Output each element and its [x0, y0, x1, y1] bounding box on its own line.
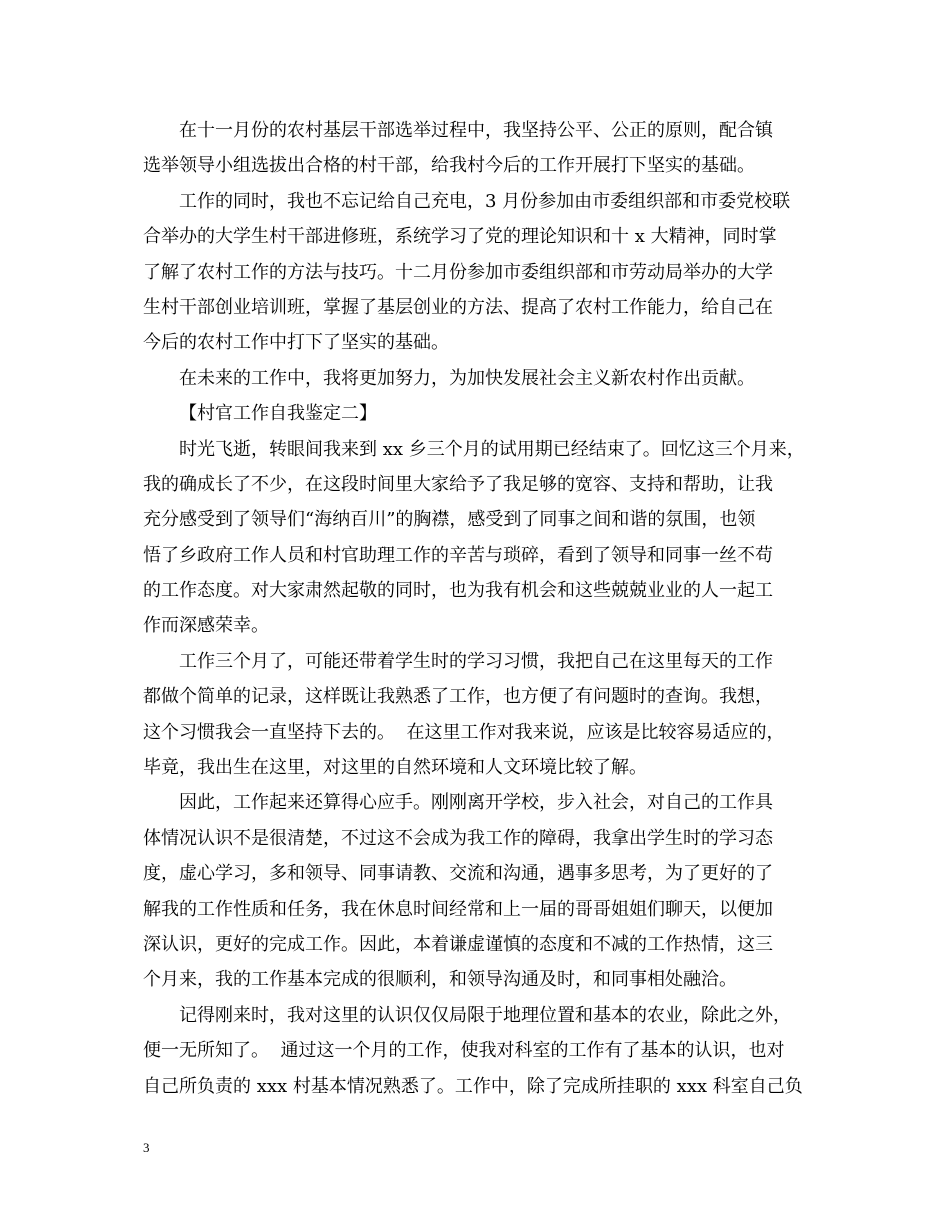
text-line: 体情况认识不是很清楚，不过这不会成为我工作的障碍，我拿出学生时的学习态: [143, 827, 773, 849]
text-line: 都做个简单的记录，这样既让我熟悉了工作，也方便了有问题时的查询。我想，: [143, 686, 773, 708]
text-line: 因此，工作起来还算得心应手。刚刚离开学校，步入社会，对自己的工作具: [179, 792, 773, 814]
text-line: 解我的工作性质和任务，我在休息时间经常和上一届的哥哥姐姐们聊天，以便加: [143, 898, 773, 920]
text-line: 这个习惯我会一直坚持下去的。 在这里工作对我来说，应该是比较容易适应的，: [143, 721, 785, 743]
text-line: 选举领导小组选拔出合格的村干部，给我村今后的工作开展打下坚实的基础。: [143, 155, 755, 177]
text-line: 【村官工作自我鉴定二】: [179, 403, 377, 425]
text-line: 悟了乡政府工作人员和村官助理工作的辛苦与琐碎，看到了领导和同事一丝不苟: [143, 544, 773, 566]
text-line: 便一无所知了。 通过这一个月的工作，使我对科室的工作有了基本的认识，也对: [143, 1040, 785, 1062]
text-line: 工作三个月了，可能还带着学生时的学习习惯，我把自己在这里每天的工作: [179, 650, 773, 672]
text-line: 毕竟，我出生在这里，对这里的自然环境和人文环境比较了解。: [143, 757, 647, 779]
text-line: 的工作态度。对大家肃然起敬的同时，也为我有机会和这些兢兢业业的人一起工: [143, 580, 773, 602]
page-number: 3: [143, 1140, 150, 1155]
text-line: 时光飞逝，转眼间我来到 xx 乡三个月的试用期已经结束了。回忆这三个月来，: [179, 438, 805, 460]
document-body: [143, 113, 823, 1104]
text-line: 工作的同时，我也不忘记给自己充电，3 月份参加由市委组织部和市委党校联: [179, 190, 791, 212]
text-line: 在十一月份的农村基层干部选举过程中，我坚持公平、公正的原则，配合镇: [179, 120, 773, 141]
text-line: 深认识，更好的完成工作。因此，本着谦虚谨慎的态度和不减的工作热情，这三: [143, 933, 773, 955]
text-line: 今后的农村工作中打下了坚实的基础。: [143, 332, 449, 354]
text-line: 充分感受到了领导们“海纳百川”的胸襟，感受到了同事之间和谐的氛围，也领: [143, 509, 756, 531]
text-line: 作而深感荣幸。: [143, 615, 269, 637]
text-line: 合举办的大学生村干部进修班，系统学习了党的理论知识和十 x 大精神，同时掌: [143, 226, 777, 248]
text-line: 我的确成长了不少，在这段时间里大家给予了我足够的宽容、支持和帮助，让我: [143, 473, 773, 495]
text-line: 了解了农村工作的方法与技巧。十二月份参加市委组织部和市劳动局举办的大学: [143, 261, 773, 283]
text-line: 记得刚来时，我对这里的认识仅仅局限于地理位置和基本的农业，除此之外，: [179, 1004, 791, 1026]
text-line: 生村干部创业培训班，掌握了基层创业的方法、提高了农村工作能力，给自己在: [143, 296, 773, 318]
text-line: 度，虚心学习，多和领导、同事请教、交流和沟通，遇事多思考，为了更好的了: [143, 863, 773, 885]
text-line: 个月来，我的工作基本完成的很顺利，和领导沟通及时，和同事相处融洽。: [143, 969, 737, 991]
text-line: 在未来的工作中，我将更加努力，为加快发展社会主义新农村作出贡献。: [179, 367, 755, 389]
text-line: 自己所负责的 xxx 村基本情况熟悉了。工作中，除了完成所挂职的 xxx 科室自己负: [143, 1075, 803, 1097]
